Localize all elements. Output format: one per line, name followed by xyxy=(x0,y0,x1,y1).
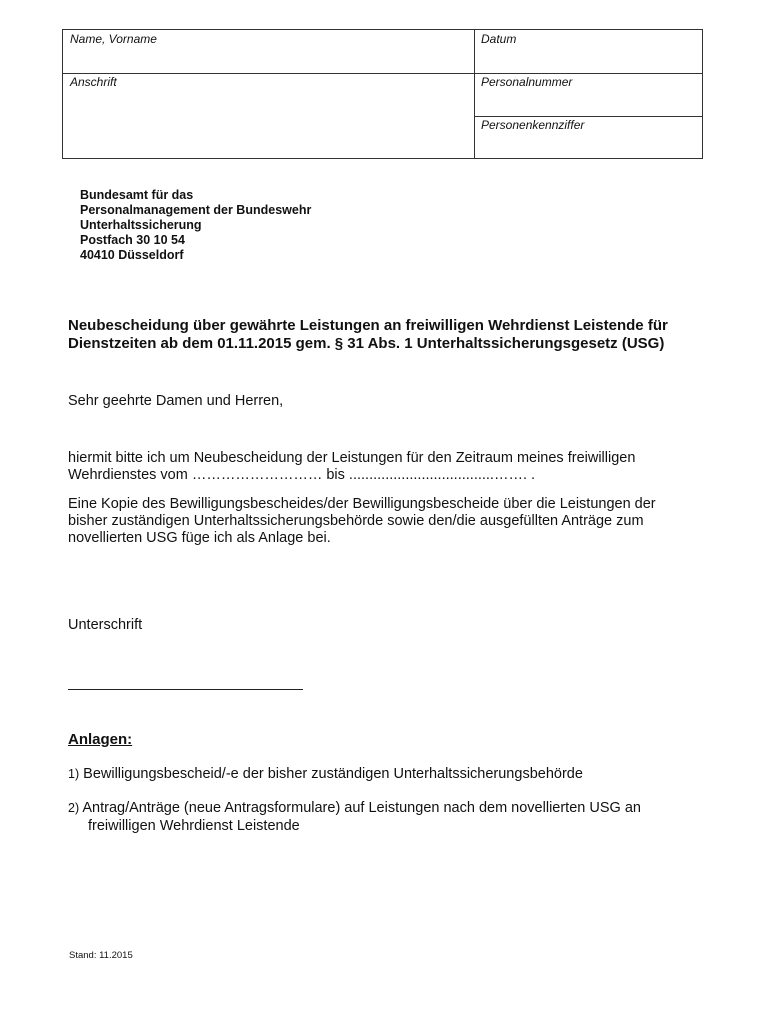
attachment-item xyxy=(68,765,583,783)
salutation: Sehr geehrte Damen und Herren, xyxy=(68,393,284,409)
row-divider-right-1 xyxy=(474,73,702,74)
attachment-item xyxy=(68,799,641,835)
address-line: Personalmanagement der Bundeswehr xyxy=(80,203,312,217)
personal-id-field-label: Personenkennziffer xyxy=(481,118,585,132)
attachment-text: Bewilligungsbescheid/-e der bisher zuständigen Unterhaltssicherungsbehörde xyxy=(83,766,583,782)
header-form-box xyxy=(62,29,703,159)
attachment-text: Antrag/Anträge (neue Antragsformulare) auf Leistungen nach dem novellierten USG an xyxy=(82,800,641,816)
attachment-number: 2) xyxy=(68,801,80,815)
recipient-address xyxy=(80,188,311,263)
address-field-label: Anschrift xyxy=(70,75,117,89)
row-divider-right-2 xyxy=(474,116,702,117)
personnel-number-field-label: Personalnummer xyxy=(481,75,573,89)
enclosure-paragraph-line: bisher zuständigen Unterhaltssicherungsbehörde sowie den/die ausgefüllten Anträge zum xyxy=(68,513,644,529)
row-divider-left xyxy=(63,73,474,74)
name-field-label: Name, Vorname xyxy=(70,32,157,46)
address-line: Bundesamt für das xyxy=(80,188,194,202)
attachment-number: 1) xyxy=(68,767,80,781)
signature-label: Unterschrift xyxy=(68,617,143,633)
enclosure-paragraph-line: novellierten USG füge ich als Anlage bei. xyxy=(68,530,331,546)
attachment-text-continued: freiwilligen Wehrdienst Leistende xyxy=(88,818,300,834)
subject-line: Dienstzeiten ab dem 01.11.2015 gem. § 31 Abs. 1 Unterhaltssicherungsgesetz (USG) xyxy=(68,335,665,352)
subject-line: Neubescheidung über gewährte Leistungen an freiwilligen Wehrdienst Leistende für xyxy=(68,317,668,334)
request-paragraph-line: Wehrdienstes vom ……………………… bis ....................................……. . xyxy=(68,467,536,483)
attachments-heading: Anlagen: xyxy=(68,731,133,748)
date-field-label: Datum xyxy=(481,32,517,46)
column-divider xyxy=(474,30,475,158)
request-paragraph-line: hiermit bitte ich um Neubescheidung der Leistungen für den Zeitraum meines freiwilligen xyxy=(68,450,636,466)
address-line: Unterhaltssicherung xyxy=(80,218,202,232)
address-line: 40410 Düsseldorf xyxy=(80,248,184,262)
signature-line xyxy=(68,689,303,690)
address-line: Postfach 30 10 54 xyxy=(80,233,185,247)
enclosure-paragraph-line: Eine Kopie des Bewilligungsbescheides/der Bewilligungsbescheide über die Leistungen der xyxy=(68,496,656,512)
subject-heading xyxy=(68,317,718,353)
revision-date: Stand: 11.2015 xyxy=(69,950,133,961)
